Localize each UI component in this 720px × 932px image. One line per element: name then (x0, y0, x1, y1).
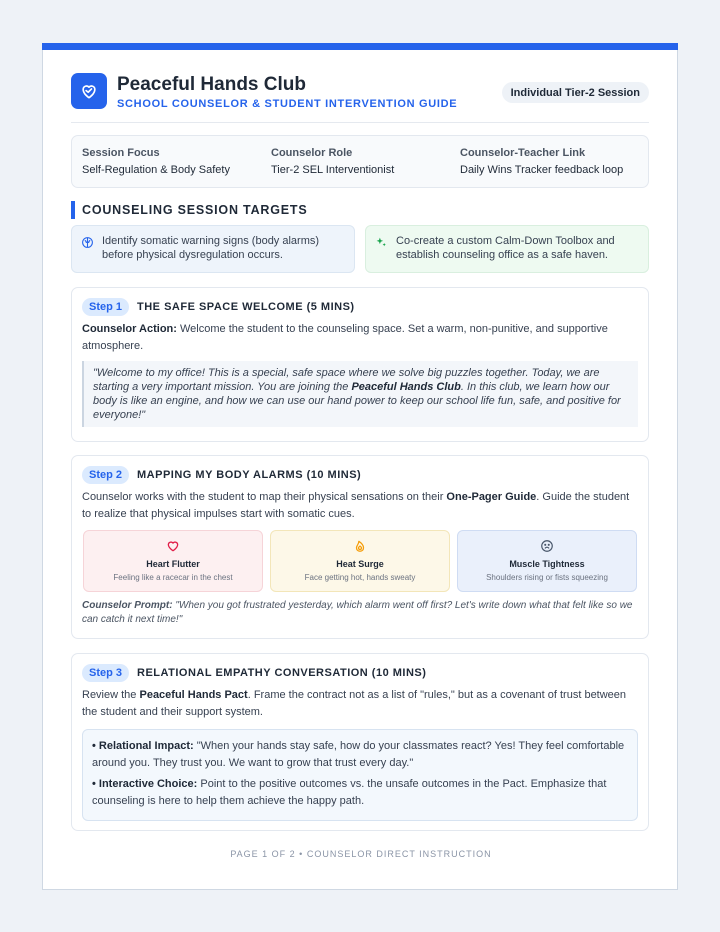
frown-icon (540, 539, 554, 553)
flame-icon (353, 539, 367, 553)
action-text: Welcome the student to the counseling space. Set a warm, non-punitive, and supportive atmosphere. (82, 323, 608, 352)
heart-hand-icon (71, 73, 107, 109)
section-title: COUNSELING SESSION TARGETS (71, 201, 307, 219)
alarm-card (83, 530, 263, 592)
target-text: Co-create a custom Calm-Down Toolbox and establish counseling office as a safe haven. (396, 235, 615, 261)
alarm-card (270, 530, 450, 592)
target-card (71, 225, 355, 273)
meta-label: Counselor Role (271, 147, 353, 159)
meta-session-focus (82, 147, 230, 176)
document-page (42, 43, 678, 890)
step-header (82, 466, 361, 484)
target-card (365, 225, 649, 273)
bullet-interactive-choice (92, 776, 628, 810)
quote-text: . In this club, we learn how our body is like an engine, and how we can use our hand power to keep our school life fun, safe, and positive for everyone!" (93, 381, 621, 421)
bullet-label: • Relational Impact: (92, 740, 194, 752)
meta-value: Daily Wins Tracker feedback loop (460, 164, 624, 176)
alarm-name: Heat Surge (336, 559, 384, 569)
step-card-3 (71, 653, 649, 831)
step-title: RELATIONAL EMPATHY CONVERSATION (10 MINS) (137, 667, 427, 679)
alarm-card (457, 530, 637, 592)
bullet-label: • Interactive Choice: (92, 778, 198, 790)
alarm-desc: Feeling like a racecar in the chest (113, 573, 233, 582)
alarm-desc: Face getting hot, hands sweaty (304, 573, 416, 582)
session-meta (71, 135, 649, 188)
step-body (82, 489, 638, 523)
alarm-name: Muscle Tightness (509, 559, 585, 569)
counselor-prompt (82, 599, 638, 627)
step-pill: Step 1 (82, 298, 129, 316)
quote-club-name: Peaceful Hands Club (351, 381, 461, 393)
step-pill: Step 2 (82, 466, 129, 484)
body-emphasis: One-Pager Guide (446, 491, 537, 503)
step-card-1 (71, 287, 649, 442)
body-emphasis: Peaceful Hands Pact (139, 689, 248, 701)
bullet-relational-impact (92, 738, 628, 772)
meta-value: Self-Regulation & Body Safety (82, 164, 230, 176)
heart-icon (166, 539, 180, 553)
body-text: . Frame the contract not as a list of "rules," but as a covenant of trust between the student and their support system. (82, 689, 627, 718)
step-pill: Step 3 (82, 664, 129, 682)
accent-bar (42, 43, 678, 50)
step-card-2 (71, 455, 649, 639)
target-text: Identify somatic warning signs (body alarms) before physical dysregulation occurs. (102, 235, 320, 261)
meta-value: Tier-2 SEL Interventionist (271, 164, 395, 176)
alarm-desc: Shoulders rising or fists squeezing (486, 573, 608, 582)
body-text: . Guide the student to realize that physical impulses start with somatic cues. (82, 491, 630, 520)
page-subtitle: SCHOOL COUNSELOR & STUDENT INTERVENTION GUIDE (117, 98, 458, 110)
session-badge: Individual Tier-2 Session (502, 82, 649, 103)
prompt-label: Counselor Prompt: (82, 600, 173, 611)
bullet-text: Point to the positive outcomes vs. the unsafe outcomes in the Pact. Emphasize that counseling is here to help them achieve the happy path. (92, 778, 607, 807)
step-body (82, 687, 638, 721)
alarm-name: Heart Flutter (146, 559, 200, 569)
meta-label: Session Focus (82, 147, 160, 159)
step-header (82, 664, 426, 682)
bullet-text: "When your hands stay safe, how do your classmates react? Yes! They feel comfortable around you. They trust you. We want to grow that trust every day." (92, 740, 625, 769)
page-footer: PAGE 1 OF 2 • COUNSELOR DIRECT INSTRUCTION (230, 849, 492, 859)
meta-counselor-role (271, 147, 394, 176)
step-title: THE SAFE SPACE WELCOME (5 MINS) (137, 301, 355, 313)
quote-text: "Welcome to my office! This is a special, safe space where we solve big puzzles together. Today, we are starting a very important mission. You are joining the (93, 367, 600, 393)
meta-teacher-link (460, 147, 623, 176)
meta-label: Counselor-Teacher Link (460, 147, 586, 159)
welcome-quote (82, 361, 638, 427)
page-title: Peaceful Hands Club (117, 74, 306, 95)
prompt-text: "When you got frustrated yesterday, which alarm went off first? Let's write down what that felt like so we can catch it next time!" (82, 600, 633, 625)
sparkle-icon (375, 236, 388, 253)
body-text: Review the (82, 689, 140, 701)
header (71, 73, 649, 123)
action-label: Counselor Action: (82, 323, 177, 335)
body-text: Counselor works with the student to map their physical sensations on their (82, 491, 447, 503)
step-title: MAPPING MY BODY ALARMS (10 MINS) (137, 469, 362, 481)
step-header (82, 298, 355, 316)
brain-icon (81, 236, 94, 253)
conversation-points (82, 729, 638, 821)
step-body (82, 321, 638, 355)
